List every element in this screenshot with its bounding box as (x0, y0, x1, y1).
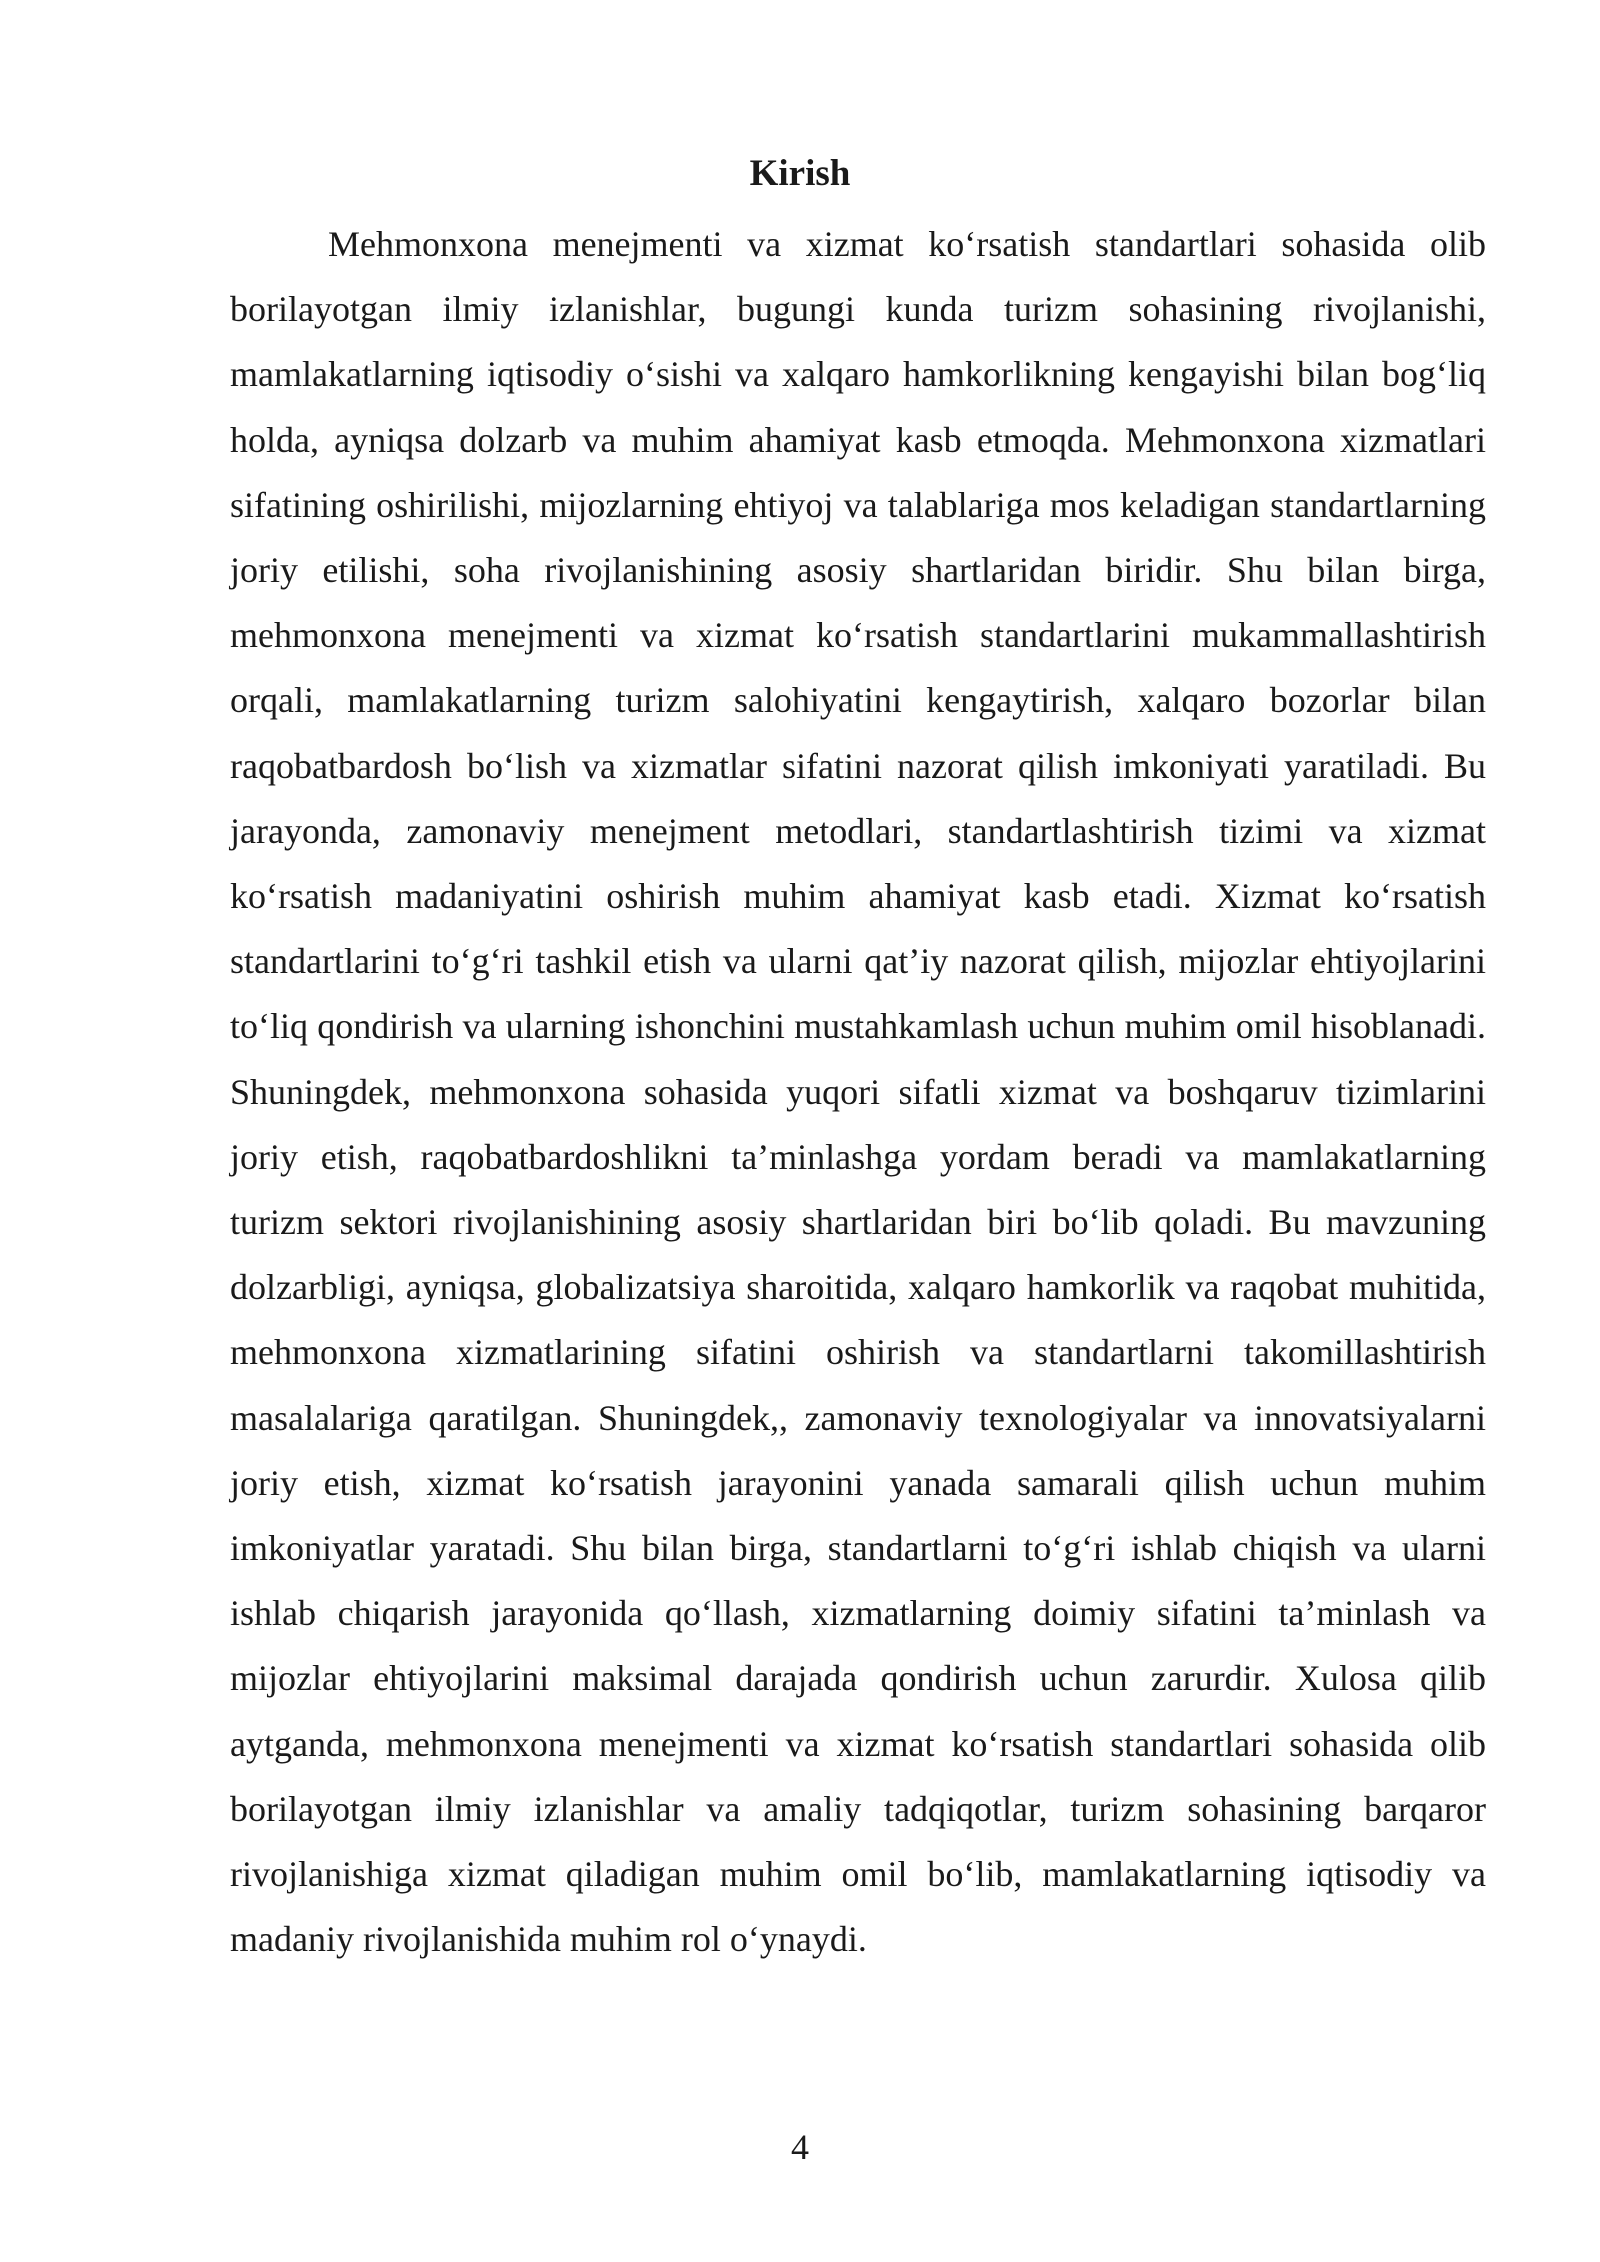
body-paragraph: Mehmonxona menejmenti va xizmat ko‘rsatish standartlari sohasida olib borilayotgan ilmiy izlanishlar, bugungi kunda turizm sohasining rivojlanishi, mamlakatlarning iqtisodiy o‘sishi va xalqaro hamkorlikning kengayishi bilan bog‘liq holda, ayniqsa dolzarb va muhim ahamiyat kasb etmoqda. Mehmonxona xizmatlari sifatining oshirilishi, mijozlarning ehtiyoj va talablariga mos keladigan standartlarning joriy etilishi, soha rivojlanishining asosiy shartlaridan biridir. Shu bilan birga, mehmonxona menejmenti va xizmat ko‘rsatish standartlarini mukammallashtirish orqali, mamlakatlarning turizm salohiyatini kengaytirish, xalqaro bozorlar bilan raqobatbardosh bo‘lish va xizmatlar sifatini nazorat qilish imkoniyati yaratiladi. Bu jarayonda, zamonaviy menejment metodlari, standartlashtirish tizimi va xizmat ko‘rsatish madaniyatini oshirish muhim ahamiyat kasb etadi. Xizmat ko‘rsatish standartlarini to‘g‘ri tashkil etish va ularni qat’iy nazorat qilish, mijozlar ehtiyojlarini to‘liq qondirish va ularning ishonchini mustahkamlash uchun muhim omil hisoblanadi. Shuningdek, mehmonxona sohasida yuqori sifatli xizmat va boshqaruv tizimlarini joriy etish, raqobatbardoshlikni ta’minlashga yordam beradi va mamlakatlarning turizm sektori rivojlanishining asosiy shartlaridan biri bo‘lib qoladi. Bu mavzuning dolzarbligi, ayniqsa, globalizatsiya sharoitida, xalqaro hamkorlik va raqobat muhitida, mehmonxona xizmatlarining sifatini oshirish va standartlarni takomillashtirish masalalariga qaratilgan. Shuningdek,, zamonaviy texnologiyalar va innovatsiyalarni joriy etish, xizmat ko‘rsatish jarayonini yanada samarali qilish uchun muhim imkoniyatlar yaratadi. Shu bilan birga, standartlarni to‘g‘ri ishlab chiqish va ularni ishlab chiqarish jarayonida qo‘llash, xizmatlarning doimiy sifatini ta’minlash va mijozlar ehtiyojlarini maksimal darajada qondirish uchun zarurdir. Xulosa qilib aytganda, mehmonxona menejmenti va xizmat ko‘rsatish standartlari sohasida olib borilayotgan ilmiy izlanishlar va amaliy tadqiqotlar, turizm sohasining barqaror rivojlanishiga xizmat qiladigan muhim omil bo‘lib, mamlakatlarning iqtisodiy va madaniy rivojlanishida muhim rol o‘ynaydi. (230, 224, 1486, 1960)
section-heading: Kirish (749, 153, 851, 194)
page-number: 4 (791, 2127, 809, 2167)
